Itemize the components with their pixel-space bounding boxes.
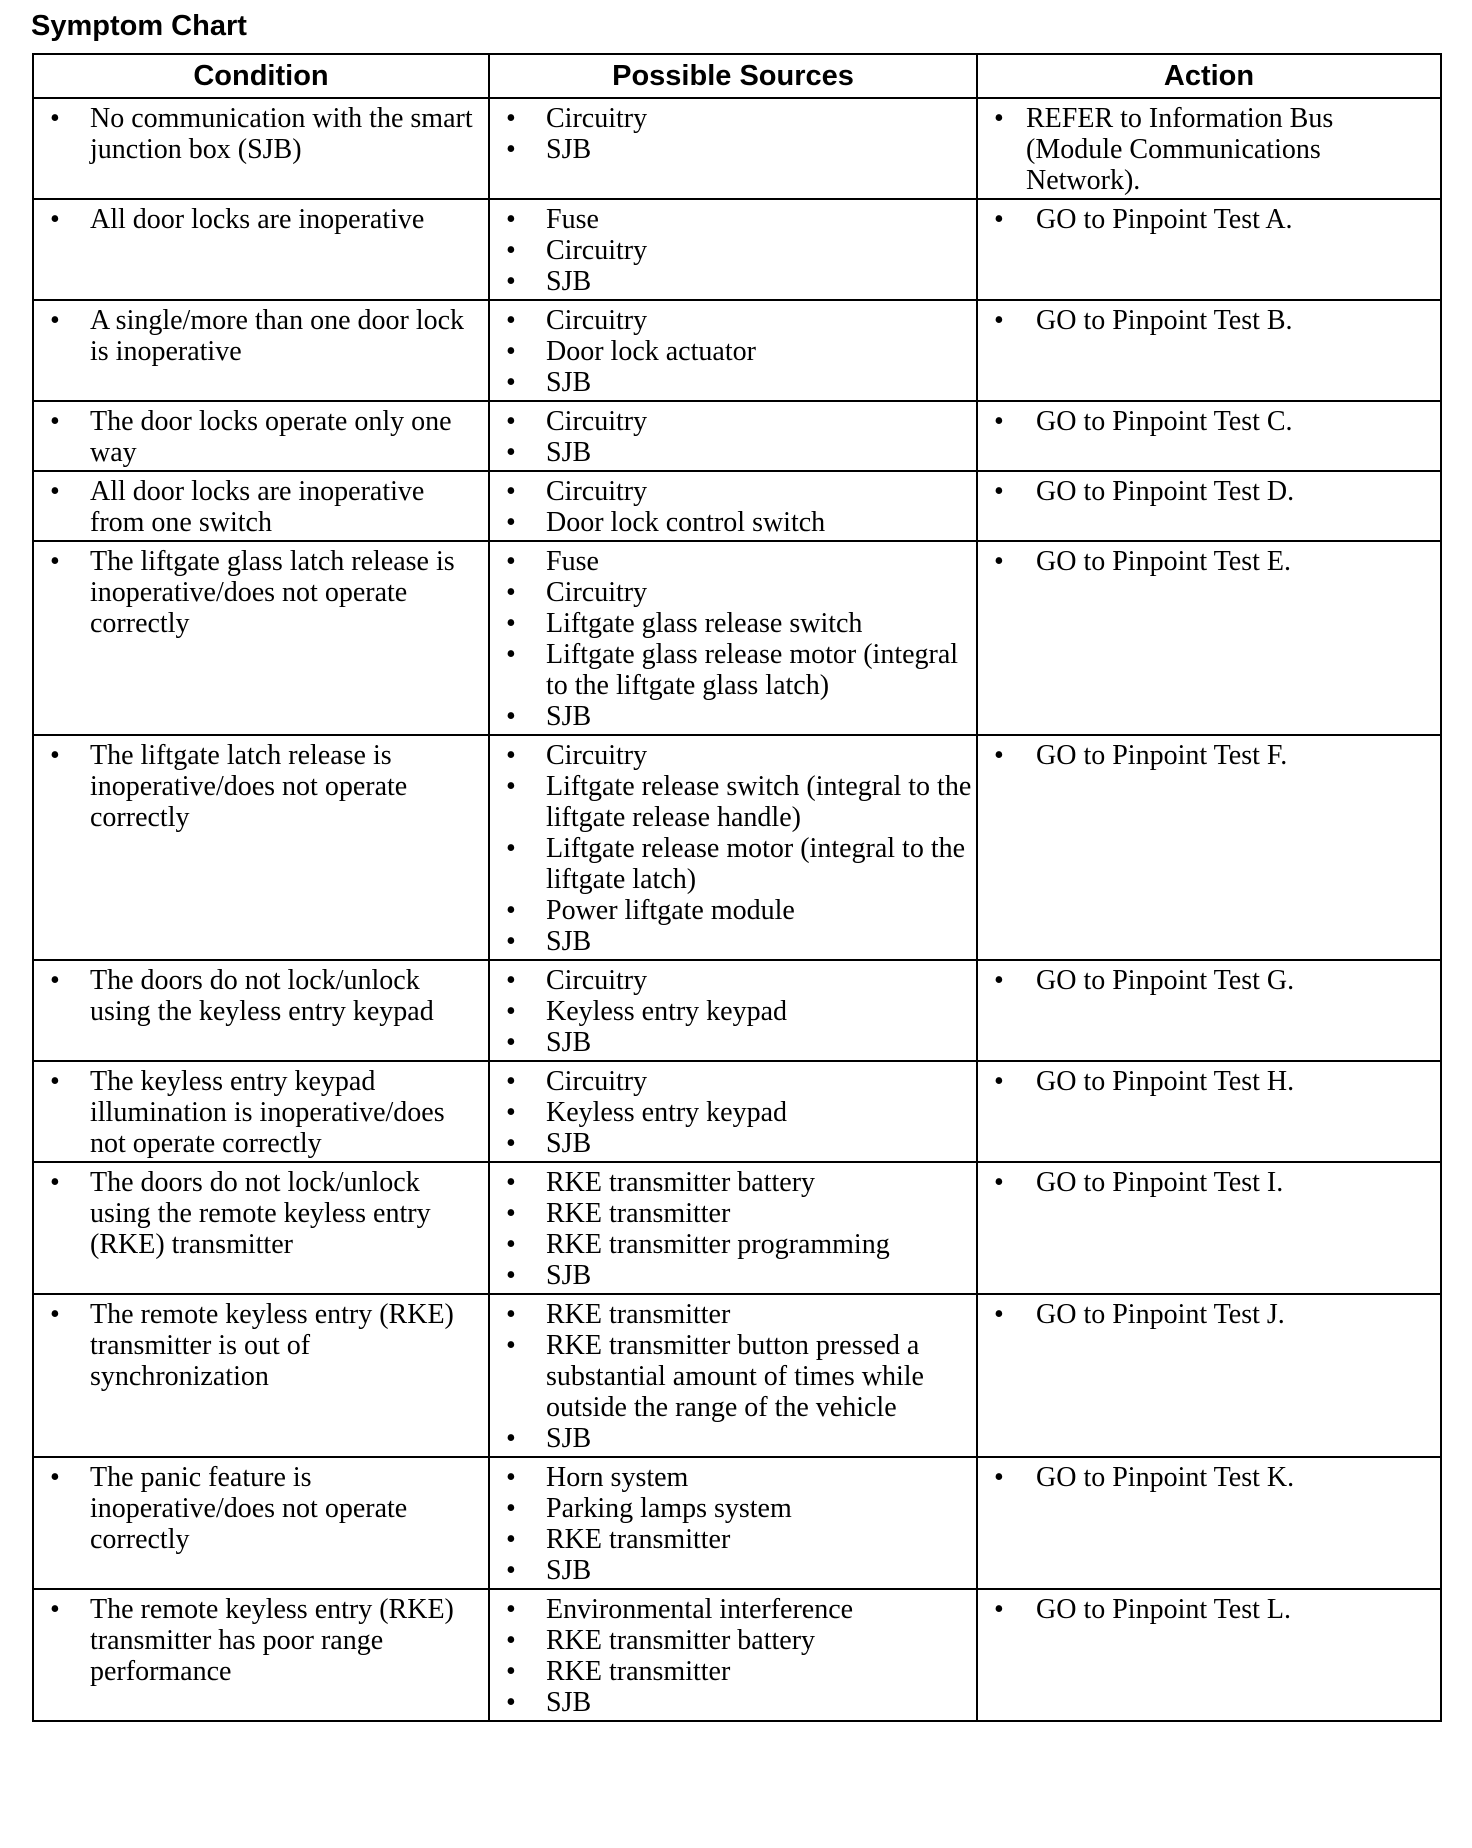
condition-text: • The panic feature is inoperative/does not operate correctly xyxy=(38,1462,484,1555)
condition-list xyxy=(38,204,484,235)
condition-cell xyxy=(33,300,489,401)
action-list xyxy=(982,476,1436,507)
action-list xyxy=(982,546,1436,577)
condition-cell xyxy=(33,471,489,541)
condition-cell xyxy=(33,1294,489,1457)
table-row xyxy=(33,541,1441,735)
condition-list xyxy=(38,305,484,367)
condition-cell xyxy=(33,401,489,471)
action-list xyxy=(982,204,1436,235)
source-item: • Parking lamps system xyxy=(494,1493,972,1524)
possible-sources-cell xyxy=(489,401,977,471)
condition-cell xyxy=(33,1162,489,1294)
possible-sources-cell xyxy=(489,199,977,300)
action-list xyxy=(982,1066,1436,1097)
action-cell xyxy=(977,98,1441,199)
condition-text: • The doors do not lock/unlock using the keyless entry keypad xyxy=(38,965,484,1027)
table-body xyxy=(33,98,1441,1721)
source-item: • Fuse xyxy=(494,546,972,577)
action-cell xyxy=(977,471,1441,541)
possible-sources-cell xyxy=(489,471,977,541)
source-item: • SJB xyxy=(494,1260,972,1291)
source-item: • SJB xyxy=(494,367,972,398)
condition-text: • The door locks operate only one way xyxy=(38,406,484,468)
sources-list xyxy=(494,1594,972,1718)
source-item: • Circuitry xyxy=(494,476,972,507)
action-text: • GO to Pinpoint Test G. xyxy=(982,965,1436,996)
source-item: • Circuitry xyxy=(494,965,972,996)
condition-text: • The doors do not lock/unlock using the remote keyless entry (RKE) transmitter xyxy=(38,1167,484,1260)
action-cell xyxy=(977,1162,1441,1294)
condition-list xyxy=(38,476,484,538)
action-text: • GO to Pinpoint Test B. xyxy=(982,305,1436,336)
condition-text: • The remote keyless entry (RKE) transmitter has poor range performance xyxy=(38,1594,484,1687)
source-item: • Liftgate release motor (integral to the liftgate latch) xyxy=(494,833,972,895)
source-item: • Keyless entry keypad xyxy=(494,996,972,1027)
source-item: • RKE transmitter programming xyxy=(494,1229,972,1260)
action-cell xyxy=(977,1061,1441,1162)
source-item: • Door lock actuator xyxy=(494,336,972,367)
source-item: • SJB xyxy=(494,266,972,297)
action-list xyxy=(982,305,1436,336)
action-cell xyxy=(977,401,1441,471)
action-list xyxy=(982,1594,1436,1625)
table-row xyxy=(33,1589,1441,1721)
action-list xyxy=(982,740,1436,771)
action-text: • GO to Pinpoint Test H. xyxy=(982,1066,1436,1097)
possible-sources-cell xyxy=(489,98,977,199)
possible-sources-cell xyxy=(489,1294,977,1457)
condition-cell xyxy=(33,541,489,735)
header-condition: Condition xyxy=(33,54,489,98)
action-text: • GO to Pinpoint Test A. xyxy=(982,204,1436,235)
source-item: • Circuitry xyxy=(494,406,972,437)
source-item: • RKE transmitter button pressed a substantial amount of times while outside the range of the vehicle xyxy=(494,1330,972,1423)
possible-sources-cell xyxy=(489,1162,977,1294)
action-text: • GO to Pinpoint Test E. xyxy=(982,546,1436,577)
source-item: • SJB xyxy=(494,1555,972,1586)
source-item: • Horn system xyxy=(494,1462,972,1493)
condition-text: • The liftgate glass latch release is inoperative/does not operate correctly xyxy=(38,546,484,639)
condition-cell xyxy=(33,735,489,960)
page-title: Symptom Chart xyxy=(31,10,247,42)
action-cell xyxy=(977,1457,1441,1589)
symptom-chart-table xyxy=(32,53,1442,1722)
action-list xyxy=(982,965,1436,996)
source-item: • SJB xyxy=(494,701,972,732)
action-text: • GO to Pinpoint Test F. xyxy=(982,740,1436,771)
action-cell xyxy=(977,960,1441,1061)
action-text: • GO to Pinpoint Test K. xyxy=(982,1462,1436,1493)
table-row xyxy=(33,1457,1441,1589)
condition-text: • A single/more than one door lock is inoperative xyxy=(38,305,484,367)
sources-list xyxy=(494,476,972,538)
source-item: • Circuitry xyxy=(494,740,972,771)
table-row xyxy=(33,199,1441,300)
source-item: • SJB xyxy=(494,1423,972,1454)
source-item: • RKE transmitter battery xyxy=(494,1625,972,1656)
condition-list xyxy=(38,740,484,833)
possible-sources-cell xyxy=(489,960,977,1061)
sources-list xyxy=(494,305,972,398)
condition-cell xyxy=(33,1457,489,1589)
condition-list xyxy=(38,1594,484,1687)
sources-list xyxy=(494,1066,972,1159)
condition-list xyxy=(38,1462,484,1555)
table-row xyxy=(33,98,1441,199)
condition-cell xyxy=(33,98,489,199)
sources-list xyxy=(494,406,972,468)
table-row xyxy=(33,300,1441,401)
source-item: • RKE transmitter battery xyxy=(494,1167,972,1198)
table-row xyxy=(33,471,1441,541)
source-item: • Circuitry xyxy=(494,235,972,266)
action-list xyxy=(982,1167,1436,1198)
action-list xyxy=(982,1299,1436,1330)
table-row xyxy=(33,960,1441,1061)
source-item: • SJB xyxy=(494,134,972,165)
action-cell xyxy=(977,735,1441,960)
source-item: • SJB xyxy=(494,926,972,957)
table-header-row xyxy=(33,54,1441,98)
condition-text: • No communication with the smart junction box (SJB) xyxy=(38,103,484,165)
action-list xyxy=(982,1462,1436,1493)
condition-cell xyxy=(33,1589,489,1721)
condition-cell xyxy=(33,960,489,1061)
table-row xyxy=(33,1061,1441,1162)
action-text: • GO to Pinpoint Test L. xyxy=(982,1594,1436,1625)
source-item: • Circuitry xyxy=(494,1066,972,1097)
action-text: • GO to Pinpoint Test J. xyxy=(982,1299,1436,1330)
action-text: • REFER to Information Bus (Module Communications Network). xyxy=(982,103,1436,196)
possible-sources-cell xyxy=(489,300,977,401)
source-item: • RKE transmitter xyxy=(494,1524,972,1555)
table-row xyxy=(33,1294,1441,1457)
condition-list xyxy=(38,965,484,1027)
table-row xyxy=(33,1162,1441,1294)
action-cell xyxy=(977,300,1441,401)
condition-text: • The keyless entry keypad illumination is inoperative/does not operate correctly xyxy=(38,1066,484,1159)
action-list xyxy=(982,406,1436,437)
source-item: • RKE transmitter xyxy=(494,1299,972,1330)
sources-list xyxy=(494,1462,972,1586)
source-item: • Fuse xyxy=(494,204,972,235)
action-cell xyxy=(977,1589,1441,1721)
source-item: • Door lock control switch xyxy=(494,507,972,538)
condition-list xyxy=(38,1299,484,1392)
action-text: • GO to Pinpoint Test I. xyxy=(982,1167,1436,1198)
possible-sources-cell xyxy=(489,735,977,960)
condition-list xyxy=(38,1066,484,1159)
condition-text: • The remote keyless entry (RKE) transmitter is out of synchronization xyxy=(38,1299,484,1392)
source-item: • SJB xyxy=(494,1687,972,1718)
sources-list xyxy=(494,1299,972,1454)
condition-text: • All door locks are inoperative xyxy=(38,204,484,235)
sources-list xyxy=(494,740,972,957)
possible-sources-cell xyxy=(489,1589,977,1721)
possible-sources-cell xyxy=(489,1061,977,1162)
source-item: • Circuitry xyxy=(494,103,972,134)
action-list xyxy=(982,103,1436,196)
table-row xyxy=(33,401,1441,471)
source-item: • SJB xyxy=(494,1027,972,1058)
action-cell xyxy=(977,199,1441,300)
source-item: • RKE transmitter xyxy=(494,1198,972,1229)
source-item: • Liftgate glass release motor (integral to the liftgate glass latch) xyxy=(494,639,972,701)
sources-list xyxy=(494,965,972,1058)
table-row xyxy=(33,735,1441,960)
action-text: • GO to Pinpoint Test C. xyxy=(982,406,1436,437)
condition-list xyxy=(38,406,484,468)
condition-list xyxy=(38,546,484,639)
source-item: • Circuitry xyxy=(494,305,972,336)
condition-list xyxy=(38,103,484,165)
source-item: • SJB xyxy=(494,1128,972,1159)
action-text: • GO to Pinpoint Test D. xyxy=(982,476,1436,507)
source-item: • Environmental interference xyxy=(494,1594,972,1625)
sources-list xyxy=(494,204,972,297)
condition-cell xyxy=(33,1061,489,1162)
source-item: • Keyless entry keypad xyxy=(494,1097,972,1128)
source-item: • Liftgate release switch (integral to the liftgate release handle) xyxy=(494,771,972,833)
sources-list xyxy=(494,546,972,732)
possible-sources-cell xyxy=(489,541,977,735)
header-possible-sources: Possible Sources xyxy=(489,54,977,98)
condition-list xyxy=(38,1167,484,1260)
sources-list xyxy=(494,103,972,165)
action-cell xyxy=(977,1294,1441,1457)
source-item: • Power liftgate module xyxy=(494,895,972,926)
source-item: • Liftgate glass release switch xyxy=(494,608,972,639)
source-item: • SJB xyxy=(494,437,972,468)
action-cell xyxy=(977,541,1441,735)
condition-text: • All door locks are inoperative from one switch xyxy=(38,476,484,538)
possible-sources-cell xyxy=(489,1457,977,1589)
sources-list xyxy=(494,1167,972,1291)
source-item: • Circuitry xyxy=(494,577,972,608)
header-action: Action xyxy=(977,54,1441,98)
source-item: • RKE transmitter xyxy=(494,1656,972,1687)
condition-text: • The liftgate latch release is inoperative/does not operate correctly xyxy=(38,740,484,833)
condition-cell xyxy=(33,199,489,300)
